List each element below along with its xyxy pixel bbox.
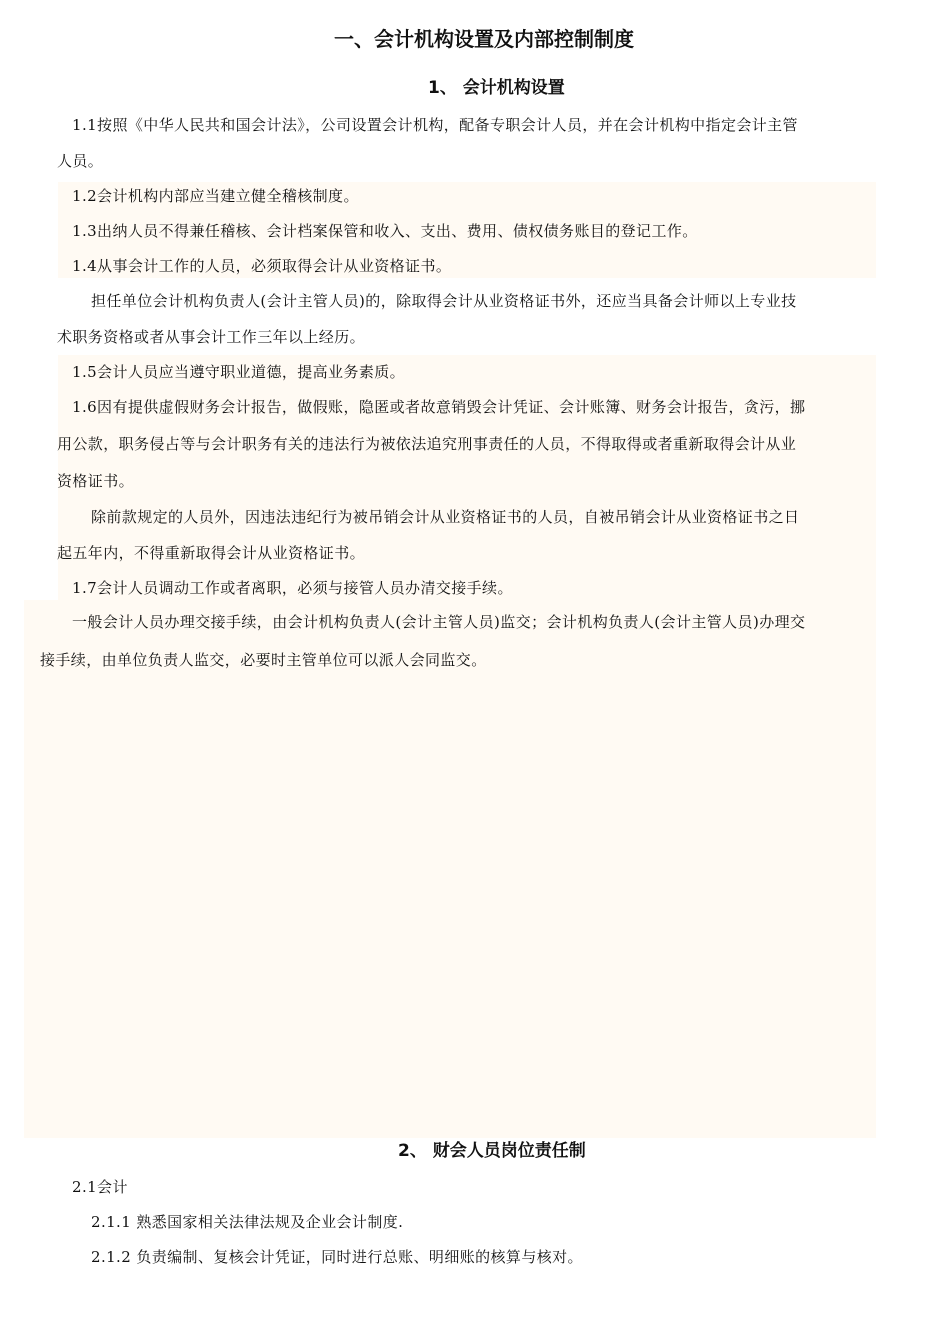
paragraph-line: 除前款规定的人员外，因违法违纪行为被吊销会计从业资格证书的人员，自被吊销会计从业资格证书之日	[91, 508, 800, 526]
paragraph-line: 1.6因有提供虚假财务会计报告，做假账，隐匿或者故意销毁会计凭证、会计账簿、财务会计报告，贪污，挪	[72, 398, 806, 416]
paragraph-line: 1.1按照《中华人民共和国会计法》，公司设置会计机构，配备专职会计人员，并在会计机构中指定会计主管	[72, 116, 798, 134]
paragraph-line: 资格证书。	[57, 472, 135, 490]
paragraph-line: 术职务资格或者从事会计工作三年以上经历。	[57, 328, 366, 346]
section-1-heading: 1、 会计机构设置	[428, 78, 565, 98]
paragraph-line: 1.2会计机构内部应当建立健全稽核制度。	[72, 187, 359, 205]
section-2-heading: 2、 财会人员岗位责任制	[398, 1141, 586, 1161]
paragraph-line: 2.1.2 负责编制、复核会计凭证，同时进行总账、明细账的核算与核对。	[91, 1248, 583, 1266]
paragraph-line: 1.4从事会计工作的人员，必须取得会计从业资格证书。	[72, 257, 452, 275]
paragraph-line: 用公款，职务侵占等与会计职务有关的违法行为被依法追究刑事责任的人员，不得取得或者重新取得会计从业	[57, 435, 797, 453]
paragraph-line: 起五年内，不得重新取得会计从业资格证书。	[57, 544, 366, 562]
shade-band-3	[24, 600, 876, 1138]
paragraph-line: 2.1会计	[72, 1178, 128, 1196]
paragraph-line: 1.5会计人员应当遵守职业道德，提高业务素质。	[72, 363, 406, 381]
paragraph-line: 人员。	[57, 152, 104, 170]
paragraph-line: 2.1.1 熟悉国家相关法律法规及企业会计制度.	[91, 1213, 404, 1231]
paragraph-line: 担任单位会计机构负责人(会计主管人员)的，除取得会计从业资格证书外，还应当具备会计师以上专业技	[91, 292, 797, 310]
paragraph-line: 1.7会计人员调动工作或者离职，必须与接管人员办清交接手续。	[72, 579, 513, 597]
shade-band-2	[58, 355, 876, 605]
paragraph-line: 一般会计人员办理交接手续，由会计机构负责人(会计主管人员)监交；会计机构负责人(会计主管人员)办理交	[72, 613, 806, 631]
paragraph-line: 接手续，由单位负责人监交，必要时主管单位可以派人会同监交。	[40, 651, 487, 669]
paragraph-line: 1.3出纳人员不得兼任稽核、会计档案保管和收入、支出、费用、债权债务账目的登记工作。	[72, 222, 698, 240]
document-title: 一、会计机构设置及内部控制制度	[334, 27, 634, 51]
